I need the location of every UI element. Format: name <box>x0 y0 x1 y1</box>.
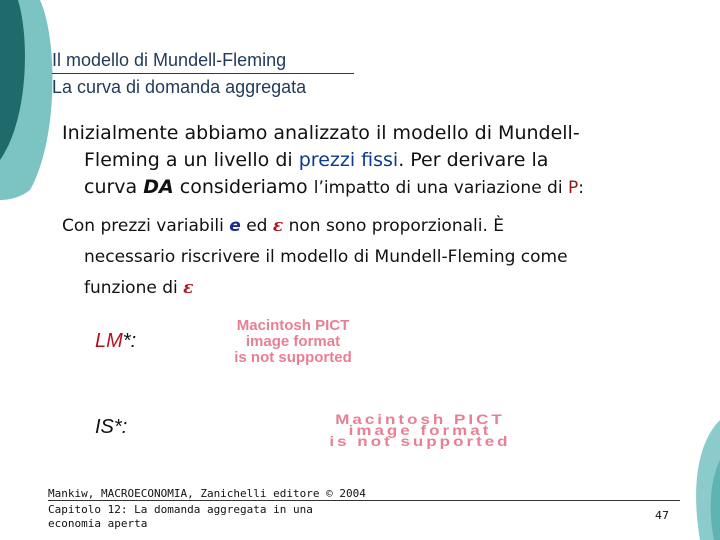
lm-star-suffix: *: <box>122 330 137 352</box>
paragraph-text: funzione di <box>84 278 184 298</box>
intro-text: consideriamo <box>173 176 314 198</box>
variable-prices-line-3 <box>62 273 702 304</box>
real-exchange-symbol: ε <box>272 216 284 236</box>
page-number: 47 <box>655 509 669 522</box>
is-equation-image-placeholder <box>200 411 640 450</box>
paragraph-text: non sono proporzionali. È <box>283 216 505 236</box>
slide-title-line2: La curva di domanda aggregata <box>52 77 307 97</box>
title-underline <box>52 73 354 74</box>
intro-text: : <box>578 178 584 198</box>
is-star-suffix: *: <box>113 416 128 438</box>
placeholder-text: image format <box>348 423 492 439</box>
placeholder-text: is not supported <box>329 434 511 450</box>
variable-prices-line-1 <box>62 211 702 242</box>
placeholder-text: Macintosh PICT <box>335 411 505 427</box>
paragraph-text: ed <box>240 216 273 236</box>
price-symbol: P <box>567 178 579 198</box>
lm-equation-image-placeholder <box>198 318 388 366</box>
slide-title-line1: Il modello di Mundell-Fleming <box>52 50 287 70</box>
real-exchange-symbol: ε <box>183 278 194 298</box>
fixed-prices-highlight: prezzi fissi <box>298 149 399 171</box>
intro-line-3 <box>62 174 692 202</box>
placeholder-text: Macintosh PICT <box>236 317 350 334</box>
placeholder-text: is not supported <box>234 349 352 366</box>
placeholder-text: image format <box>245 333 341 350</box>
intro-text: l’impatto di una variazione di <box>313 178 568 198</box>
intro-text: curva <box>84 176 144 198</box>
intro-paragraph <box>62 120 692 202</box>
left-corner-decoration <box>0 0 60 200</box>
variable-prices-paragraph <box>62 211 702 304</box>
footer-credit: Mankiw, MACROECONOMIA, Zanichelli editore © 2004 <box>48 487 366 500</box>
intro-text: . Per derivare la <box>398 149 549 171</box>
is-star-label <box>95 416 127 439</box>
variable-prices-line-2: necessario riscrivere il modello di Mundell-Fleming come <box>84 247 568 267</box>
intro-line-1: Inizialmente abbiamo analizzato il modello di Mundell- <box>62 122 580 144</box>
lm-star-label <box>95 330 136 353</box>
intro-text: Fleming a un livello di <box>84 149 299 171</box>
is-symbol: IS <box>95 416 114 438</box>
footer-chapter: Capitolo 12: La domanda aggregata in una economia aperta <box>48 503 313 530</box>
paragraph-text: Con prezzi variabili <box>62 216 230 236</box>
da-curve-symbol: DA <box>143 176 174 198</box>
lm-symbol: LM <box>95 330 123 352</box>
footer-divider <box>48 500 680 501</box>
intro-line-2 <box>62 147 692 174</box>
nominal-exchange-symbol: e <box>229 216 241 236</box>
right-corner-decoration <box>680 400 720 540</box>
